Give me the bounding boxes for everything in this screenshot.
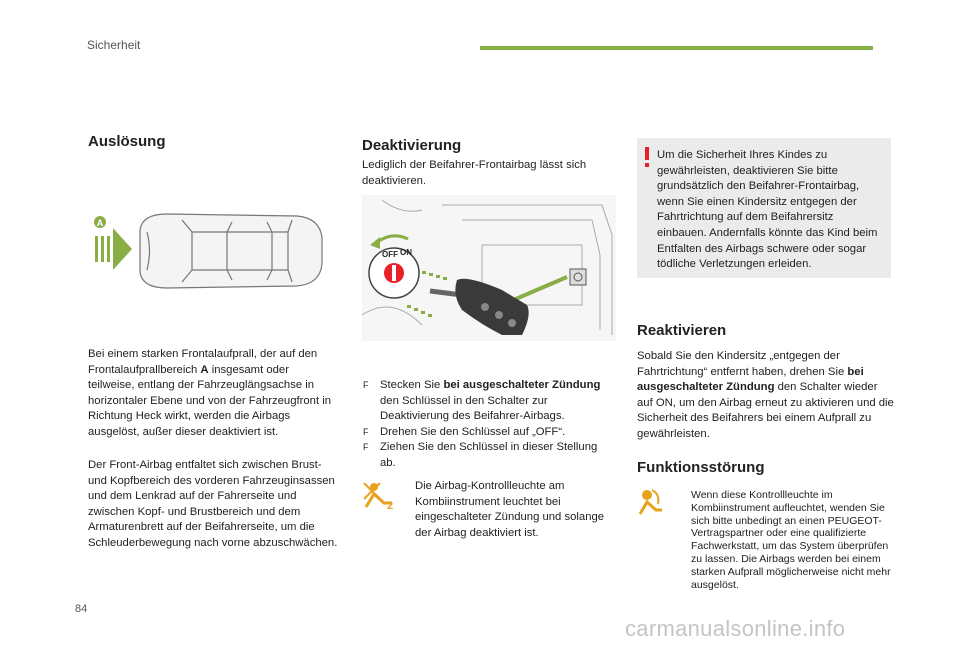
ausloesung-title: Auslösung xyxy=(88,133,166,150)
car-body xyxy=(140,214,322,288)
page-number: 84 xyxy=(75,603,88,615)
ausloesung-paragraph-2: Der Front-Airbag entfaltet sich zwischen Brust- und Kopfbereich des vorderen Fahrzeuginsassen und dem Lenkrad auf der Fahrerseite und zwischen Kopf- und Brustbereich und dem Armaturenbrett auf der Beifahrerseite, um die Schleuderbewegung nach vorne abzuschwächen. xyxy=(88,459,338,549)
airbag-switch-illustration xyxy=(362,195,616,341)
step-1: F Stecken Sie bei ausgeschalteter Zündung den Schlüssel in den Schalter zur Deaktivierung des Beifahrer-Airbags. xyxy=(363,379,601,423)
deaktivierung-title: Deaktivierung xyxy=(362,137,462,154)
step-3: F Ziehen Sie den Schlüssel in dieser Stellung ab. xyxy=(363,441,598,469)
lamp-description: Die Airbag-Kontrollleuchte am Kombiinstrument leuchtet bei eingeschalteter Zündung und solange der Airbag deaktiviert ist. xyxy=(415,480,605,539)
section-accent-bar xyxy=(480,46,873,50)
warning-exclamation-dot xyxy=(645,163,649,167)
section-label: Sicherheit xyxy=(87,38,141,52)
switch-on-label: ON xyxy=(400,248,412,257)
step-2: F Drehen Sie den Schlüssel auf „OFF“. xyxy=(363,425,566,438)
car-top-view-illustration xyxy=(92,208,326,294)
fault-description: Wenn diese Kontrollleuchte im Kombiinstrument aufleuchtet, wenden Sie sich bitte unbedingt an einen PEUGEOT-Vertragspartner oder eine qualifizierte Fachwerkstatt, um das System überprüfen zu lassen. Die Airbags werden bei einem starken Aufprall möglicherweise nicht mehr ausgelöst. xyxy=(691,489,891,591)
reaktivieren-title: Reaktivieren xyxy=(637,322,727,339)
funktionsstoerung-title: Funktionsstörung xyxy=(637,459,765,476)
watermark: carmanualsonline.info xyxy=(625,616,846,641)
warning-text: Um die Sicherheit Ihres Kindes zu gewährleisten, deaktivieren Sie bitte grundsätzlich den Beifahrer-Frontairbag, wenn Sie einen Kindersitz entgegen der Fahrtrichtung auf dem Beifahrersitz einbauen. Andernfalls könnte das Kind beim Entfalten des Airbags schwere oder sogar tödliche Verletzungen erleiden. xyxy=(657,149,878,271)
warning-exclamation-icon xyxy=(645,147,649,160)
deaktivierung-steps xyxy=(363,378,615,472)
switch-off-label: OFF xyxy=(382,250,398,259)
deaktivierung-intro: Lediglich der Beifahrer-Frontairbag lässt sich deaktivieren. xyxy=(362,159,587,187)
airbag-fault-icon xyxy=(638,488,664,516)
svg-text:2: 2 xyxy=(387,500,394,512)
ausloesung-paragraph-1: Bei einem starken Frontalaufprall, der auf den Frontalaufprallbereich A insgesamt oder teilweise, entlang der Fahrzeuglängsachse in horizontaler Ebene und von der Fahrzeugfront in Richtung Heck wirkt, werden die Airbags ausgelöst, außer dieser deaktiviert ist. xyxy=(88,348,332,438)
impact-arrow-icon xyxy=(95,228,132,270)
airbag-off-warning-icon xyxy=(362,479,396,513)
reaktivieren-text: Sobald Sie den Kindersitz „entgegen der Fahrtrichtung“ entfernt haben, drehen Sie bei ausgeschalteter Zündung den Schalter wieder auf ON, um den Airbag erneut zu aktivieren und die Sicherheit des Beifahrers bei einem Aufprall zu gewährleisten. xyxy=(637,350,894,440)
airbag-switch xyxy=(369,248,419,298)
zone-a-label: A xyxy=(96,218,104,228)
